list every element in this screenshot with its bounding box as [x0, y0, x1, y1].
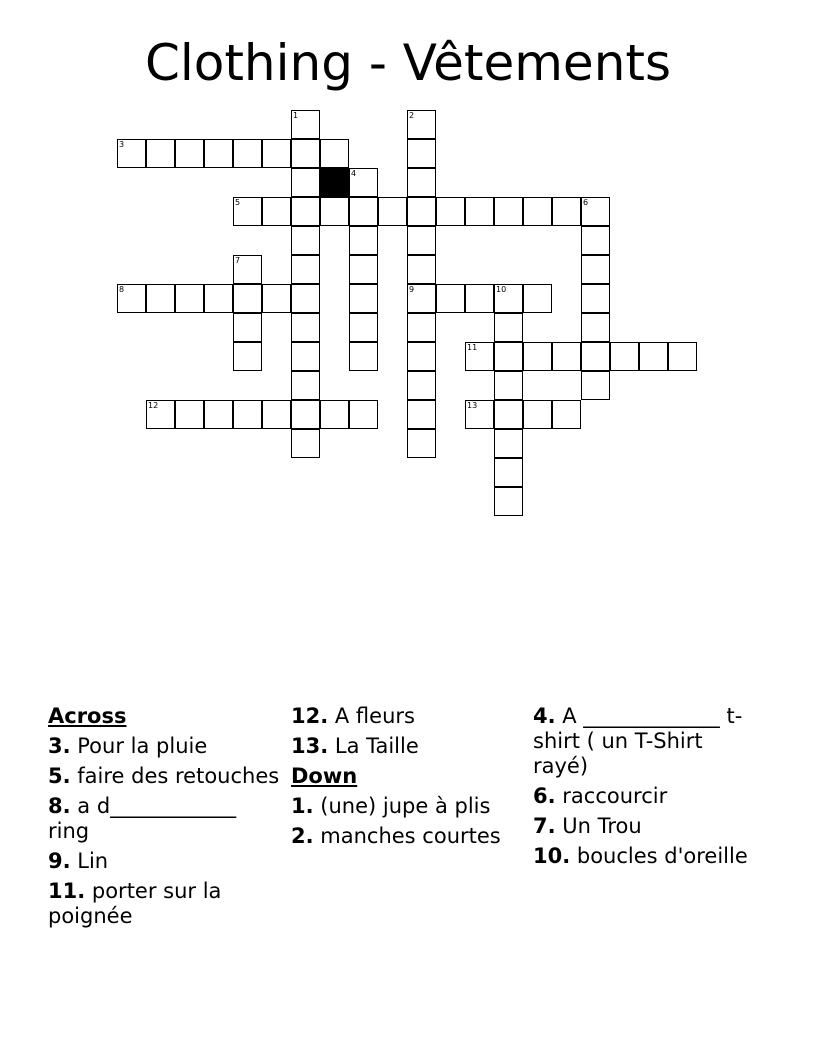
grid-cell[interactable] [407, 371, 436, 400]
grid-cell[interactable] [494, 400, 523, 429]
grid-cell[interactable] [378, 197, 407, 226]
clue-item-number: 10. [533, 844, 571, 868]
grid-cell[interactable] [552, 342, 581, 371]
grid-cell[interactable] [291, 139, 320, 168]
clue-item [533, 844, 748, 869]
grid-cell[interactable] [523, 197, 552, 226]
grid-cell[interactable] [262, 197, 291, 226]
clue-item-number: 12. [291, 704, 329, 728]
grid-cell[interactable] [494, 371, 523, 400]
grid-cell[interactable] [581, 226, 610, 255]
grid-cell[interactable] [233, 139, 262, 168]
grid-cell[interactable] [291, 110, 320, 139]
grid-cell[interactable] [349, 313, 378, 342]
grid-cell[interactable] [262, 139, 291, 168]
clue-item-number: 7. [533, 814, 556, 838]
grid-cell[interactable] [233, 342, 262, 371]
clue-item-number: 5. [48, 764, 71, 788]
clue-item-text: boucles d'oreille [570, 844, 748, 868]
grid-cell[interactable] [407, 429, 436, 458]
grid-cell[interactable] [407, 197, 436, 226]
grid-cell[interactable] [494, 313, 523, 342]
grid-cell[interactable] [291, 371, 320, 400]
grid-cell[interactable] [291, 342, 320, 371]
clue-column-1 [48, 704, 280, 934]
clue-number: 12 [148, 401, 159, 410]
grid-cell[interactable] [523, 400, 552, 429]
clue-item [291, 794, 523, 819]
grid-cell[interactable] [407, 313, 436, 342]
grid-cell[interactable] [349, 168, 378, 197]
clue-number: 13 [467, 401, 478, 410]
clue-item [291, 704, 523, 729]
grid-cell[interactable] [291, 284, 320, 313]
clue-item-text: raccourcir [555, 784, 668, 808]
grid-cell[interactable] [407, 400, 436, 429]
grid-cell[interactable] [494, 342, 523, 371]
grid-cell[interactable] [320, 400, 349, 429]
clue-item-text: a d____________ ring [48, 794, 237, 843]
clue-number: 3 [119, 140, 125, 149]
clue-heading: Down [291, 764, 358, 788]
clue-number: 5 [235, 198, 241, 207]
clue-number: 7 [235, 256, 241, 265]
grid-cell[interactable] [523, 342, 552, 371]
grid-cell[interactable] [610, 342, 639, 371]
clue-number: 11 [467, 343, 478, 352]
grid-cell[interactable] [581, 197, 610, 226]
grid-cell[interactable] [349, 342, 378, 371]
clue-item [48, 734, 280, 759]
grid-cell[interactable] [175, 400, 204, 429]
grid-cell[interactable] [407, 139, 436, 168]
clue-item-text: A fleurs [328, 704, 415, 728]
grid-cell[interactable] [465, 342, 494, 371]
clue-item-text: (une) jupe à plis [313, 794, 491, 818]
clue-item-number: 13. [291, 734, 329, 758]
grid-cell[interactable] [407, 168, 436, 197]
grid-cell[interactable] [494, 197, 523, 226]
grid-cell[interactable] [407, 255, 436, 284]
grid-cell[interactable] [349, 400, 378, 429]
clue-item-number: 1. [291, 794, 314, 818]
clue-item-number: 9. [48, 849, 71, 873]
clue-item-number: 8. [48, 794, 71, 818]
grid-cell[interactable] [233, 313, 262, 342]
clue-item-text: Lin [70, 849, 109, 873]
clue-item [291, 824, 523, 849]
grid-cell[interactable] [494, 487, 523, 516]
grid-cell[interactable] [146, 400, 175, 429]
grid-cell[interactable] [262, 400, 291, 429]
clue-item-text: porter sur la poignée [48, 879, 222, 928]
grid-cell[interactable] [465, 400, 494, 429]
clue-item [533, 784, 748, 809]
grid-cell[interactable] [581, 342, 610, 371]
black-cell [320, 168, 349, 197]
clue-heading: Across [48, 704, 127, 728]
grid-cell[interactable] [349, 255, 378, 284]
clue-item-text: A _____________ t-shirt ( un T-Shirt rayé) [533, 704, 743, 778]
grid-cell[interactable] [291, 313, 320, 342]
grid-cell[interactable] [117, 139, 146, 168]
clue-item [48, 849, 280, 874]
clue-number: 6 [583, 198, 589, 207]
grid-cell[interactable] [552, 400, 581, 429]
clue-item [48, 879, 280, 929]
grid-cell[interactable] [233, 400, 262, 429]
grid-cell[interactable] [233, 197, 262, 226]
clue-item-text: Un Trou [555, 814, 642, 838]
grid-cell[interactable] [639, 342, 668, 371]
grid-cell[interactable] [552, 197, 581, 226]
grid-cell[interactable] [349, 197, 378, 226]
grid-cell[interactable] [204, 400, 233, 429]
clue-item-number: 2. [291, 824, 314, 848]
grid-cell[interactable] [291, 226, 320, 255]
grid-cell[interactable] [523, 284, 552, 313]
grid-cell[interactable] [407, 342, 436, 371]
grid-cell[interactable] [349, 226, 378, 255]
clue-number: 1 [293, 111, 299, 120]
grid-cell[interactable] [175, 284, 204, 313]
clue-column-2 [291, 704, 523, 854]
clue-number: 2 [409, 111, 415, 120]
grid-cell[interactable] [146, 284, 175, 313]
clue-item-number: 6. [533, 784, 556, 808]
grid-cell[interactable] [291, 400, 320, 429]
clue-item-text: manches courtes [313, 824, 501, 848]
clue-item-number: 4. [533, 704, 556, 728]
grid-cell[interactable] [494, 429, 523, 458]
grid-cell[interactable] [233, 255, 262, 284]
grid-cell[interactable] [581, 255, 610, 284]
grid-cell[interactable] [407, 284, 436, 313]
grid-cell[interactable] [204, 284, 233, 313]
grid-cell[interactable] [320, 139, 349, 168]
clue-item [48, 794, 280, 844]
clue-item [533, 704, 748, 779]
grid-cell[interactable] [436, 197, 465, 226]
grid-cell[interactable] [175, 139, 204, 168]
clue-item-number: 3. [48, 734, 71, 758]
grid-cell[interactable] [233, 284, 262, 313]
grid-cell[interactable] [117, 284, 146, 313]
clue-number: 4 [351, 169, 357, 178]
grid-cell[interactable] [465, 197, 494, 226]
grid-cell[interactable] [581, 371, 610, 400]
grid-cell[interactable] [407, 110, 436, 139]
grid-cell[interactable] [291, 429, 320, 458]
grid-cell[interactable] [668, 342, 697, 371]
clue-item [291, 734, 523, 759]
grid-cell[interactable] [581, 284, 610, 313]
grid-cell[interactable] [436, 284, 465, 313]
clue-column-3 [533, 704, 748, 874]
grid-cell[interactable] [262, 284, 291, 313]
grid-cell[interactable] [407, 226, 436, 255]
page-title: Clothing - Vêtements [144, 34, 672, 92]
grid-cell[interactable] [291, 255, 320, 284]
clue-item-number: 11. [48, 879, 86, 903]
grid-cell[interactable] [494, 458, 523, 487]
grid-cell[interactable] [581, 313, 610, 342]
grid-cell[interactable] [465, 284, 494, 313]
clue-number: 8 [119, 285, 125, 294]
clue-item-text: faire des retouches [70, 764, 280, 788]
clue-item [48, 764, 280, 789]
grid-cell[interactable] [291, 168, 320, 197]
clue-number: 10 [496, 285, 507, 294]
clue-item-text: Pour la pluie [70, 734, 208, 758]
clue-number: 9 [409, 285, 415, 294]
grid-cell[interactable] [146, 139, 175, 168]
grid-cell[interactable] [349, 284, 378, 313]
grid-cell[interactable] [204, 139, 233, 168]
grid-cell[interactable] [494, 284, 523, 313]
clue-item-text: La Taille [328, 734, 419, 758]
grid-cell[interactable] [320, 197, 349, 226]
grid-cell[interactable] [291, 197, 320, 226]
clue-item [533, 814, 748, 839]
